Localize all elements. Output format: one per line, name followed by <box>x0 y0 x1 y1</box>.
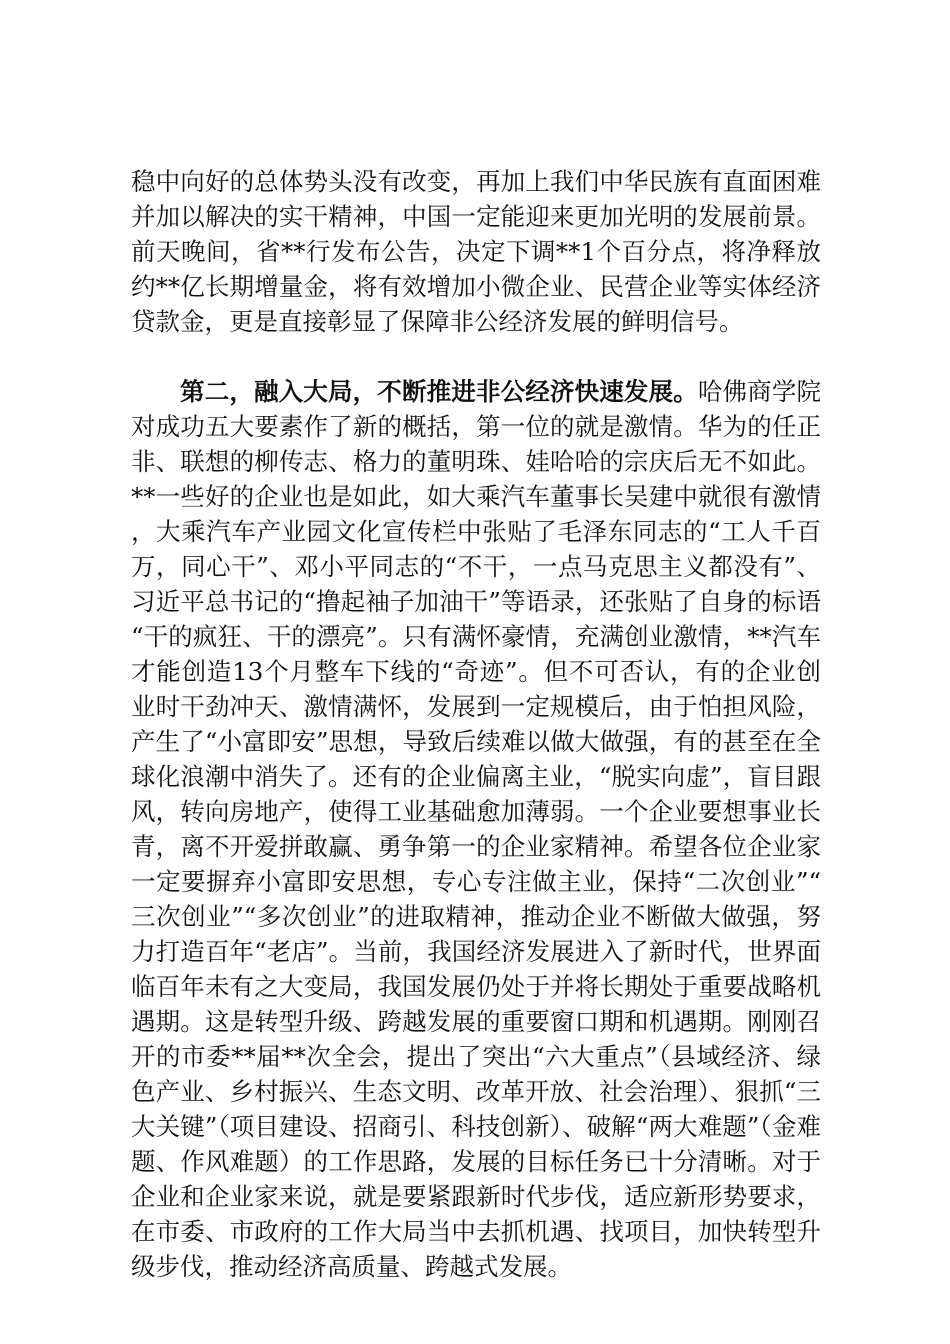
paragraph-text: 稳中向好的总体势头没有改变，再加上我们中华民族有直面困难并加以解决的实干精神，中国一定能迎来更加光明的发展前景。前天晚间，省**行发布公告，决定下调**1个百分点，将净释放约**亿长期增量金，将有效增加小微企业、民营企业等实体经济贷款金，更是直接彰显了保障非公经济发展的鲜明信号。 <box>131 167 821 336</box>
paragraph-second-point <box>131 374 821 1284</box>
paragraph-continuation <box>131 164 821 339</box>
paragraph-heading: 第二，融入大局，不断推进非公经济快速发展。 <box>180 377 698 406</box>
document-body <box>131 164 821 1284</box>
paragraph-text: 哈佛商学院对成功五大要素作了新的概括，第一位的就是激情。华为的任正非、联想的柳传志、格力的董明珠、娃哈哈的宗庆后无不如此。**一些好的企业也是如此，如大乘汽车董事长吴建中就很有激情，大乘汽车产业园文化宣传栏中张贴了毛泽东同志的“工人千百万，同心干”、邓小平同志的“不干，一点马克思主义都没有”、习近平总书记的“撸起袖子加油干”等语录，还张贴了自身的标语“干的疯狂、干的漂亮”。只有满怀豪情，充满创业激情，**汽车才能创造13个月整车下线的“奇迹”。但不可否认，有的企业创业时干劲冲天、激情满怀，发展到一定规模后，由于怕担风险，产生了“小富即安”思想，导致后续难以做大做强，有的甚至在全球化浪潮中消失了。还有的企业偏离主业，“脱实向虚”，盲目跟风，转向房地产，使得工业基础愈加薄弱。一个企业要想事业长青，离不开爱拼敢赢、勇争第一的企业家精神。希望各位企业家一定要摒弃小富即安思想，专心专注做主业，保持“二次创业”“三次创业”“多次创业”的进取精神，推动企业不断做大做强，努力打造百年“老店”。当前，我国经济发展进入了新时代，世界面临百年未有之大变局，我国发展仍处于并将长期处于重要战略机遇期。这是转型升级、跨越发展的重要窗口期和机遇期。刚刚召开的市委**届**次全会，提出了突出“六大重点”（县域经济、绿色产业、乡村振兴、生态文明、改革开放、社会治理）、狠抓“三大关键”（项目建设、招商引、科技创新）、破解“两大难题”（金难题、作风难题）的工作思路，发展的目标任务已十分清晰。对于企业和企业家来说，就是要紧跟新时代步伐，适应新形势要求，在市委、市政府的工作大局当中去抓机遇、找项目，加快转型升级步伐，推动经济高质量、跨越式发展。 <box>131 377 821 1281</box>
